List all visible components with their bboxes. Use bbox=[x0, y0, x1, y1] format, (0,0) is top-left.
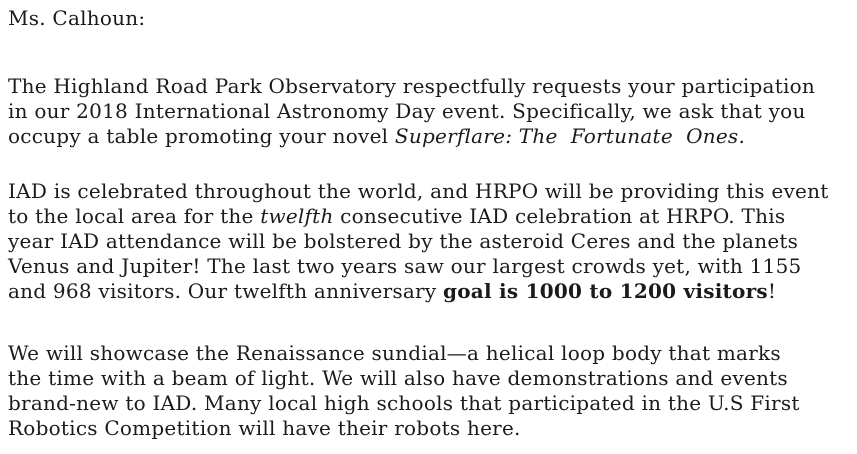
text-line bbox=[8, 279, 776, 303]
paragraph-text: ! bbox=[767, 279, 777, 303]
twelfth-italic: twelfth bbox=[260, 204, 334, 228]
paragraph-text: The Highland Road Park Observatory respectfully requests your participation bbox=[8, 74, 816, 98]
text-line bbox=[8, 254, 802, 278]
paragraph-text: year IAD attendance will be bolstered by the asteroid Ceres and the planets bbox=[8, 229, 799, 253]
text-line bbox=[8, 229, 798, 253]
text-line bbox=[8, 366, 788, 390]
paragraph-text: Robotics Competition will have their robots here. bbox=[8, 416, 521, 440]
paragraph-text: occupy a table promoting your novel bbox=[8, 124, 395, 148]
paragraph-invitation bbox=[8, 74, 849, 149]
paragraph-iad-details bbox=[8, 179, 849, 304]
paragraph-text: and 968 visitors. Our twelfth anniversary bbox=[8, 279, 443, 303]
paragraph-text: Venus and Jupiter! The last two years saw our largest crowds yet, with 1155 bbox=[8, 254, 802, 278]
paragraph-text: consecutive IAD celebration at HRPO. This bbox=[333, 204, 786, 228]
novel-title-italic: Superflare: The Fortunate Ones bbox=[394, 124, 739, 148]
text-line bbox=[8, 391, 800, 415]
text-line bbox=[8, 124, 745, 148]
paragraph-text: to the local area for the bbox=[8, 204, 261, 228]
salutation-line bbox=[8, 6, 145, 30]
visitor-goal-bold: goal is 1000 to 1200 visitors bbox=[443, 279, 768, 303]
text-line bbox=[8, 99, 806, 123]
paragraph-text: the time with a beam of light. We will also have demonstrations and events bbox=[8, 366, 788, 390]
paragraph-text: We will showcase the Renaissance sundial—a helical loop body that marks bbox=[8, 341, 781, 365]
paragraph-text: IAD is celebrated throughout the world, and HRPO will be providing this event bbox=[8, 179, 829, 203]
salutation-paragraph bbox=[8, 6, 849, 31]
text-line bbox=[8, 74, 815, 98]
text-line bbox=[8, 341, 781, 365]
salutation-text: Ms. Calhoun: bbox=[8, 6, 146, 30]
paragraph-text: . bbox=[738, 124, 746, 148]
text-line bbox=[8, 204, 785, 228]
paragraph-text: in our 2018 International Astronomy Day event. Specifically, we ask that you bbox=[8, 99, 806, 123]
paragraph-showcase bbox=[8, 341, 849, 441]
paragraph-text: brand-new to IAD. Many local high schools that participated in the U.S First bbox=[8, 391, 800, 415]
text-line bbox=[8, 179, 828, 203]
text-line bbox=[8, 416, 521, 440]
